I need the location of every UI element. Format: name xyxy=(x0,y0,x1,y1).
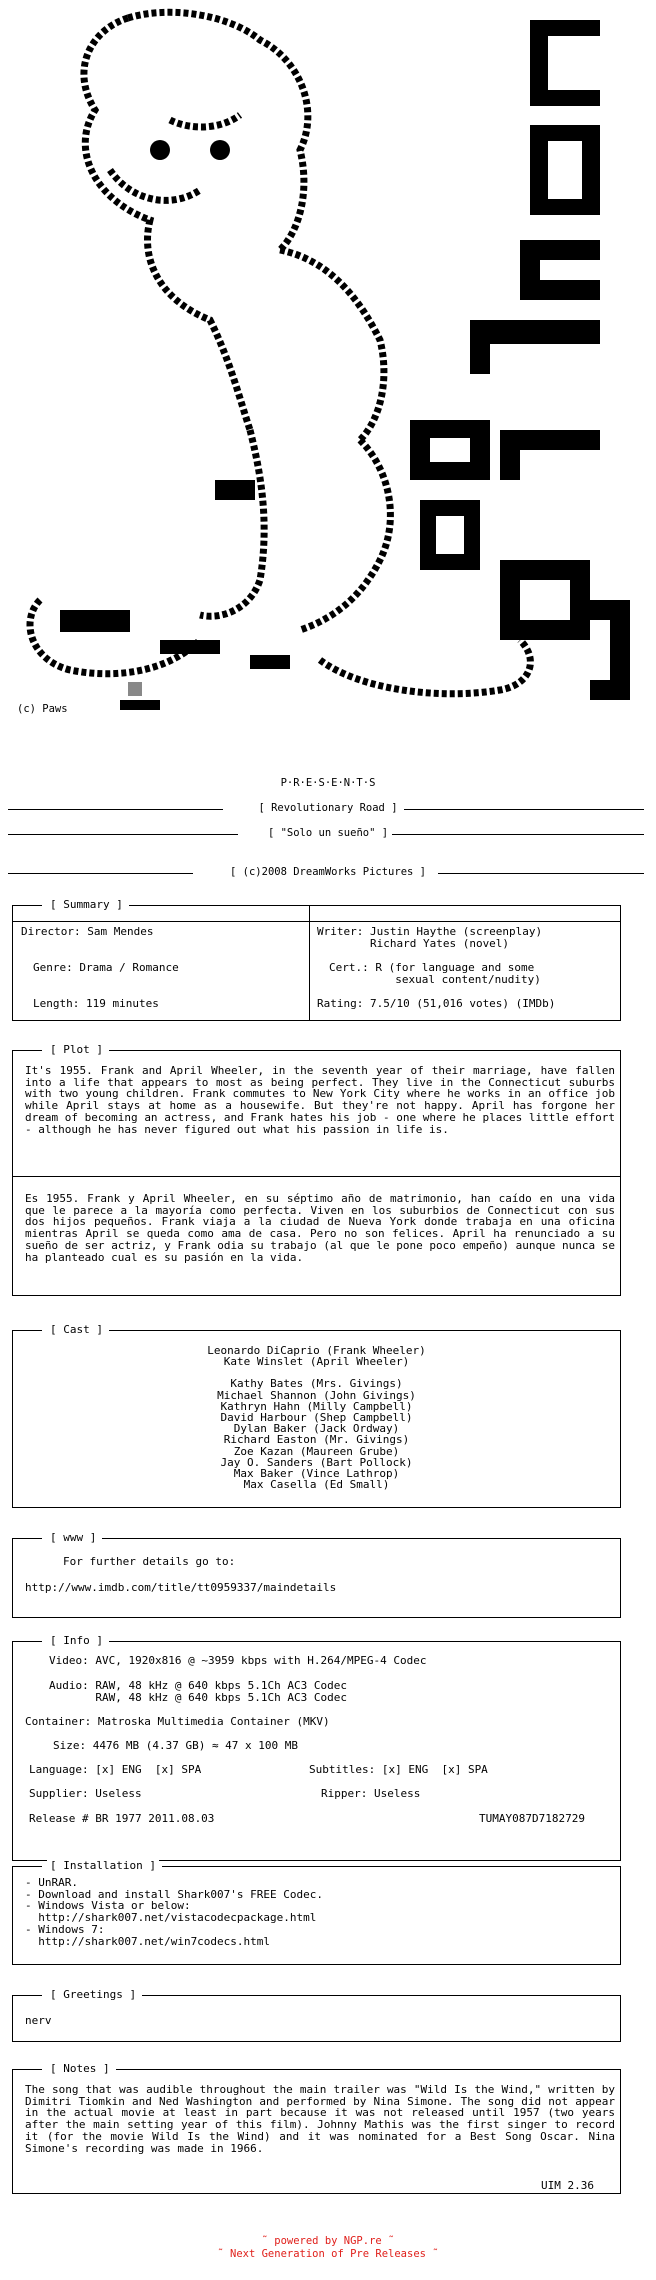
studio-line: [ (c)2008 DreamWorks Pictures ] xyxy=(230,866,426,878)
movie-title: [ Revolutionary Road ] xyxy=(258,802,398,814)
cast-header: [ Cast ] xyxy=(47,1324,106,1336)
installation-header: [ Installation ] xyxy=(47,1860,159,1872)
subtitle-rule-right xyxy=(392,834,644,835)
info-container: Container: Matroska Multimedia Container (MKV) xyxy=(25,1715,330,1728)
plot-spanish: Es 1955. Frank y April Wheeler, en su séptimo año de matrimonio, han caído en una vida que le parece a la mayoría como perfecta. Viven en los suburbios de Connecticut con sus dos hijos pequeños. Frank viaja a la ciudad de Nueva York donde trabaja en una oficina mientras April se queda como ama de casa. Pero no son felices. April ha renunciado a su sueño de ser actriz, y Frank odia su trabajo (al que le pone poco empeño) aunque nunca se ha planteado cual es su pasión en la vida. xyxy=(25,1192,615,1264)
info-header: [ Info ] xyxy=(47,1635,106,1647)
cast-member: Jay O. Sanders (Bart Pollock) xyxy=(220,1455,413,1469)
cast-member: David Harbour (Shep Campbell) xyxy=(220,1411,413,1425)
info-subtitles: Subtitles: [x] ENG [x] SPA xyxy=(309,1763,488,1776)
cast-lead-1: Kate Winslet (April Wheeler) xyxy=(223,1355,410,1369)
summary-divider xyxy=(309,906,310,1020)
summary-section xyxy=(12,898,621,1021)
info-section xyxy=(12,1634,621,1861)
cast-member: Dylan Baker (Jack Ordway) xyxy=(233,1422,400,1436)
cast-member: Richard Easton (Mr. Givings) xyxy=(223,1433,410,1447)
greetings-section xyxy=(12,1988,621,2042)
notes-section xyxy=(12,2062,621,2194)
cast-member: Michael Shannon (John Givings) xyxy=(217,1388,416,1402)
cast-lead-0: Leonardo DiCaprio (Frank Wheeler) xyxy=(207,1344,426,1357)
summary-length: Length: 119 minutes xyxy=(33,997,159,1010)
installation-section xyxy=(12,1859,621,1965)
movie-subtitle: [ "Solo un sueño" ] xyxy=(267,827,389,839)
summary-writer: Writer: Justin Haythe (screenplay) Richard Yates (novel) xyxy=(317,925,543,950)
summary-genre: Genre: Drama / Romance xyxy=(33,961,179,974)
greetings-header: [ Greetings ] xyxy=(47,1989,139,2001)
cast-member: Kathy Bates (Mrs. Givings) xyxy=(230,1377,403,1391)
installation-steps: - UnRAR. - Download and install Shark007's FREE Codec. - Windows Vista or below: http://shark007.net/vistacodecpackage.html - Windows 7: http://shark007.net/win7codecs.html xyxy=(25,1876,324,1948)
summary-top-rule xyxy=(13,921,620,922)
studio-rule-right xyxy=(438,873,644,874)
notes-header: [ Notes ] xyxy=(47,2063,113,2075)
cast-section xyxy=(12,1323,621,1508)
title-rule-right xyxy=(404,809,644,810)
info-supplier: Supplier: Useless xyxy=(29,1787,142,1800)
version-label: UIM 2.36 xyxy=(541,2179,594,2192)
plot-header: [ Plot ] xyxy=(47,1044,106,1056)
info-size: Size: 4476 MB (4.37 GB) ≈ 47 x 100 MB xyxy=(53,1739,299,1752)
info-ripper: Ripper: Useless xyxy=(321,1787,421,1800)
imdb-link[interactable]: http://www.imdb.com/title/tt0959337/maindetails xyxy=(25,1581,337,1594)
www-section xyxy=(12,1531,621,1618)
footer-tagline: ˜ Next Generation of Pre Releases ˜ xyxy=(217,2248,439,2260)
notes-text: The song that was audible throughout the main trailer was "Wild Is the Wind," written by Dimitri Tiomkin and Ned Washington and performed by Nina Simone. The song did not appear in the actual movie at least in part because it was not released until 1957 (two years after the main setting year of this film). Johnny Mathis was the first singer to record it (for the movie Wild Is the Wind) and it was nominated for a Best Song Oscar. Nina Simone's recording was made in 1966. xyxy=(25,2083,615,2155)
www-intro: For further details go to: xyxy=(63,1555,236,1568)
info-audio: Audio: RAW, 48 kHz @ 640 kbps 5.1Ch AC3 Codec RAW, 48 kHz @ 640 kbps 5.1Ch AC3 Codec xyxy=(49,1679,348,1704)
plot-divider xyxy=(13,1176,620,1177)
footer-powered-by: ˜ powered by NGP.re ˜ xyxy=(261,2235,395,2247)
summary-header: [ Summary ] xyxy=(47,899,126,911)
ascii-artwork xyxy=(0,0,656,720)
plot-section xyxy=(12,1043,621,1296)
cast-list xyxy=(13,1345,620,1490)
cast-member: Kathryn Hahn (Milly Campbell) xyxy=(220,1399,413,1413)
info-release: Release # BR 1977 2011.08.03 xyxy=(29,1812,215,1825)
www-header: [ www ] xyxy=(47,1532,99,1544)
summary-rating: Rating: 7.5/10 (51,016 votes) (IMDb) xyxy=(317,997,556,1010)
info-language: Language: [x] ENG [x] SPA xyxy=(29,1763,202,1776)
cast-member: Zoe Kazan (Maureen Grube) xyxy=(233,1444,400,1458)
cast-member: Max Casella (Ed Small) xyxy=(243,1478,390,1492)
summary-cert: Cert.: R (for language and some sexual content/nudity) xyxy=(329,961,541,986)
art-credit: (c) Paws xyxy=(17,703,68,715)
presents-label: P·R·E·S·E·N·T·S xyxy=(280,777,376,789)
info-release-id: TUMAY087D7182729 xyxy=(479,1812,585,1825)
info-video: Video: AVC, 1920x816 @ ~3959 kbps with H.264/MPEG-4 Codec xyxy=(49,1654,427,1667)
cast-member: Max Baker (Vince Lathrop) xyxy=(233,1467,400,1481)
greetings-text: nerv xyxy=(25,2014,52,2027)
summary-director: Director: Sam Mendes xyxy=(21,925,154,938)
plot-english: It's 1955. Frank and April Wheeler, in the seventh year of their marriage, have fallen into a life that appears to most as being perfect. They live in the Connecticut suburbs with two young children. Frank commutes to New York City where he works in an office job while April stays at home as a housewife. But they're not happy. April has forgone her dream of becoming an actress, and Frank hates his job - one where he places little effort - although he has never figured out what his passion in life is. xyxy=(25,1064,615,1136)
